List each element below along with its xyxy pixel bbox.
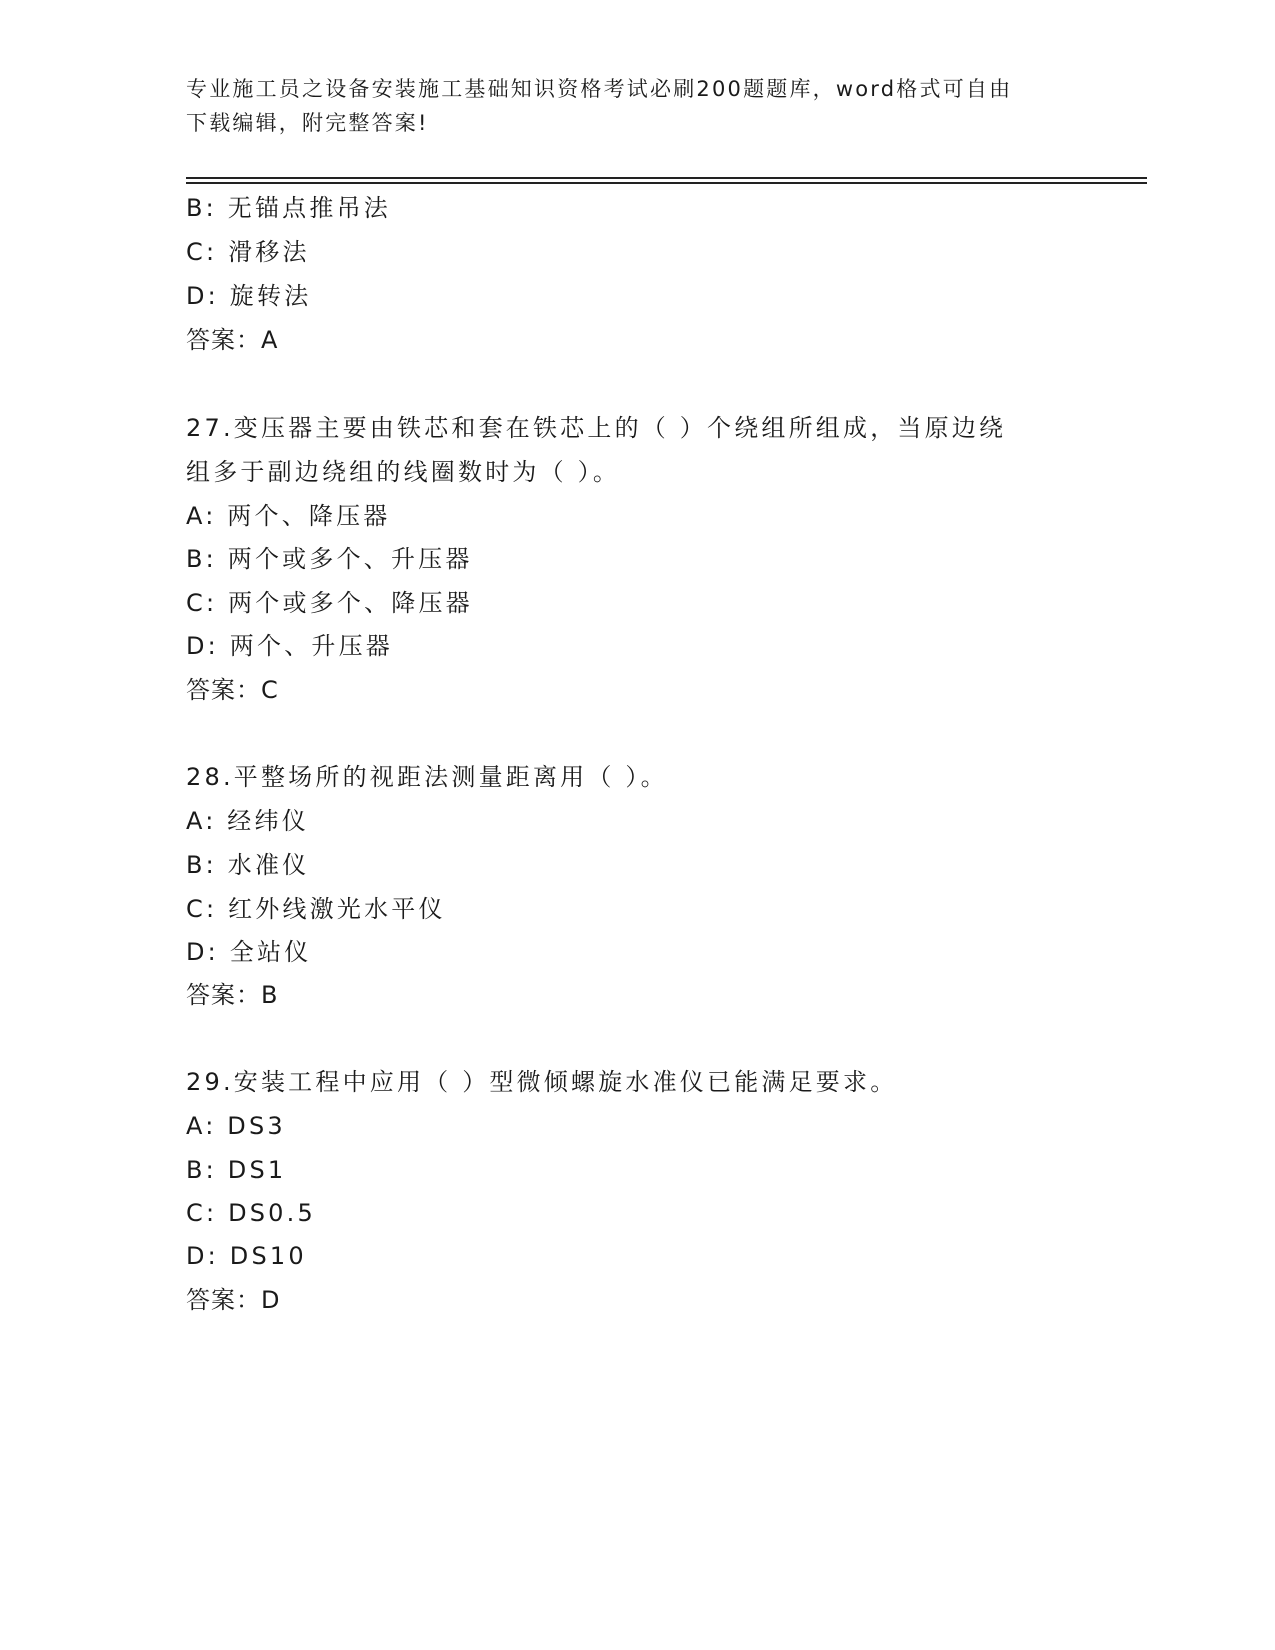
q28-option-c: C: 红外线激光水平仪 <box>186 895 446 923</box>
q27-stem-line-1: 27.变压器主要由铁芯和套在铁芯上的（ ）个绕组所组成，当原边绕 <box>186 414 1007 442</box>
q28-option-b: B: 水准仪 <box>186 851 310 879</box>
q28-option-d: D: 全站仪 <box>186 938 312 966</box>
q29-answer: 答案：D <box>186 1286 281 1314</box>
q29-option-b: B: DS1 <box>186 1156 287 1184</box>
q27-option-a: A: 两个、降压器 <box>186 502 391 530</box>
q27-answer: 答案：C <box>186 676 279 704</box>
q27-option-b: B: 两个或多个、升压器 <box>186 545 473 573</box>
q26-option-d: D: 旋转法 <box>186 282 312 310</box>
header-line-1: 专业施工员之设备安装施工基础知识资格考试必刷200题题库，word格式可自由 <box>186 77 1013 101</box>
q28-stem-line-1: 28.平整场所的视距法测量距离用（ ）。 <box>186 763 668 791</box>
q29-option-c: C: DS0.5 <box>186 1199 316 1227</box>
q29-option-a: A: DS3 <box>186 1112 286 1140</box>
q27-option-c: C: 两个或多个、降压器 <box>186 589 473 617</box>
q26-option-c: C: 滑移法 <box>186 238 310 266</box>
q26-answer: 答案：A <box>186 326 279 354</box>
q29-option-d: D: DS10 <box>186 1242 307 1270</box>
q27-option-d: D: 两个、升压器 <box>186 632 393 660</box>
q29-stem-line-1: 29.安装工程中应用（ ）型微倾螺旋水准仪已能满足要求。 <box>186 1068 898 1096</box>
header-line-2: 下载编辑，附完整答案! <box>186 111 429 135</box>
q27-stem-line-2: 组多于副边绕组的线圈数时为（ ）。 <box>186 458 621 486</box>
q28-option-a: A: 经纬仪 <box>186 807 309 835</box>
document-header <box>186 72 1066 140</box>
header-divider-top <box>186 177 1147 179</box>
q28-answer: 答案：B <box>186 981 279 1009</box>
header-divider-bottom <box>186 182 1147 184</box>
q26-option-b: B: 无锚点推吊法 <box>186 194 391 222</box>
